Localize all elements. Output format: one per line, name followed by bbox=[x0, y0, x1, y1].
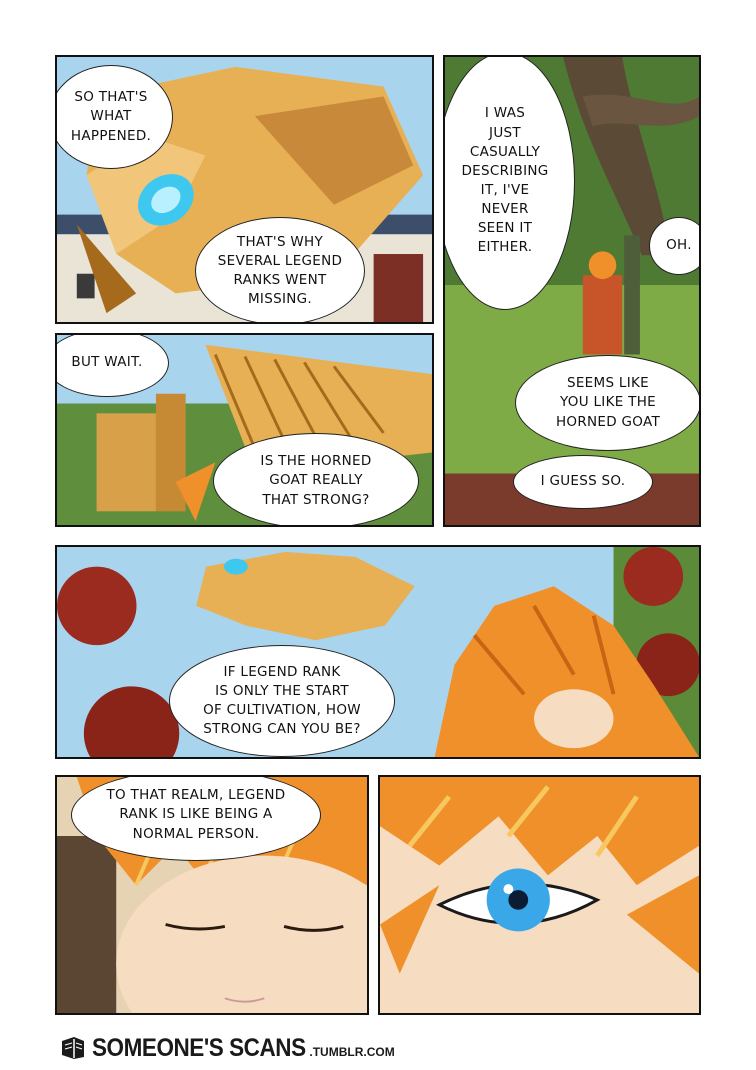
eye-closeup-illustration bbox=[380, 777, 699, 1013]
speech-bubble-legend-rank-start: IF LEGEND RANK IS ONLY THE START OF CULTIVATION, HOW STRONG CAN YOU BE? bbox=[169, 645, 395, 757]
panel-golem-wings bbox=[55, 333, 434, 527]
speech-bubble-legend-ranks-missing: THAT'S WHY SEVERAL LEGEND RANKS WENT MISSING. bbox=[195, 217, 365, 324]
panel-eyes-closed bbox=[55, 775, 369, 1015]
speech-bubble-i-guess-so: I GUESS SO. bbox=[513, 455, 653, 509]
panel-bird-golem-closeup bbox=[55, 55, 434, 324]
speech-bubble-oh: OH. bbox=[649, 217, 701, 275]
speech-bubble-so-thats-what-happened: SO THAT'S WHAT HAPPENED. bbox=[55, 65, 173, 169]
credit-suffix: .TUMBLR.COM bbox=[309, 1045, 395, 1059]
book-icon bbox=[60, 1035, 86, 1061]
panel-lanterns bbox=[55, 545, 701, 759]
panel-forest-clearing bbox=[443, 55, 701, 527]
speech-bubble-normal-person: TO THAT REALM, LEGEND RANK IS LIKE BEING A NORMAL PERSON. bbox=[71, 775, 321, 861]
panel-eye-closeup bbox=[378, 775, 701, 1015]
speech-bubble-like-horned-goat: SEEMS LIKE YOU LIKE THE HORNED GOAT bbox=[515, 355, 701, 451]
speech-bubble-but-wait: BUT WAIT. bbox=[55, 333, 169, 397]
credit-title: SOMEONE'S SCANS bbox=[92, 1033, 306, 1062]
speech-bubble-casually-describing: I WAS JUST CASUALLY DESCRIBING IT, I'VE NEVER SEEN IT EITHER. bbox=[443, 55, 575, 310]
scanlation-credit bbox=[60, 1030, 395, 1066]
speech-bubble-horned-goat-strong: IS THE HORNED GOAT REALLY THAT STRONG? bbox=[213, 433, 419, 527]
